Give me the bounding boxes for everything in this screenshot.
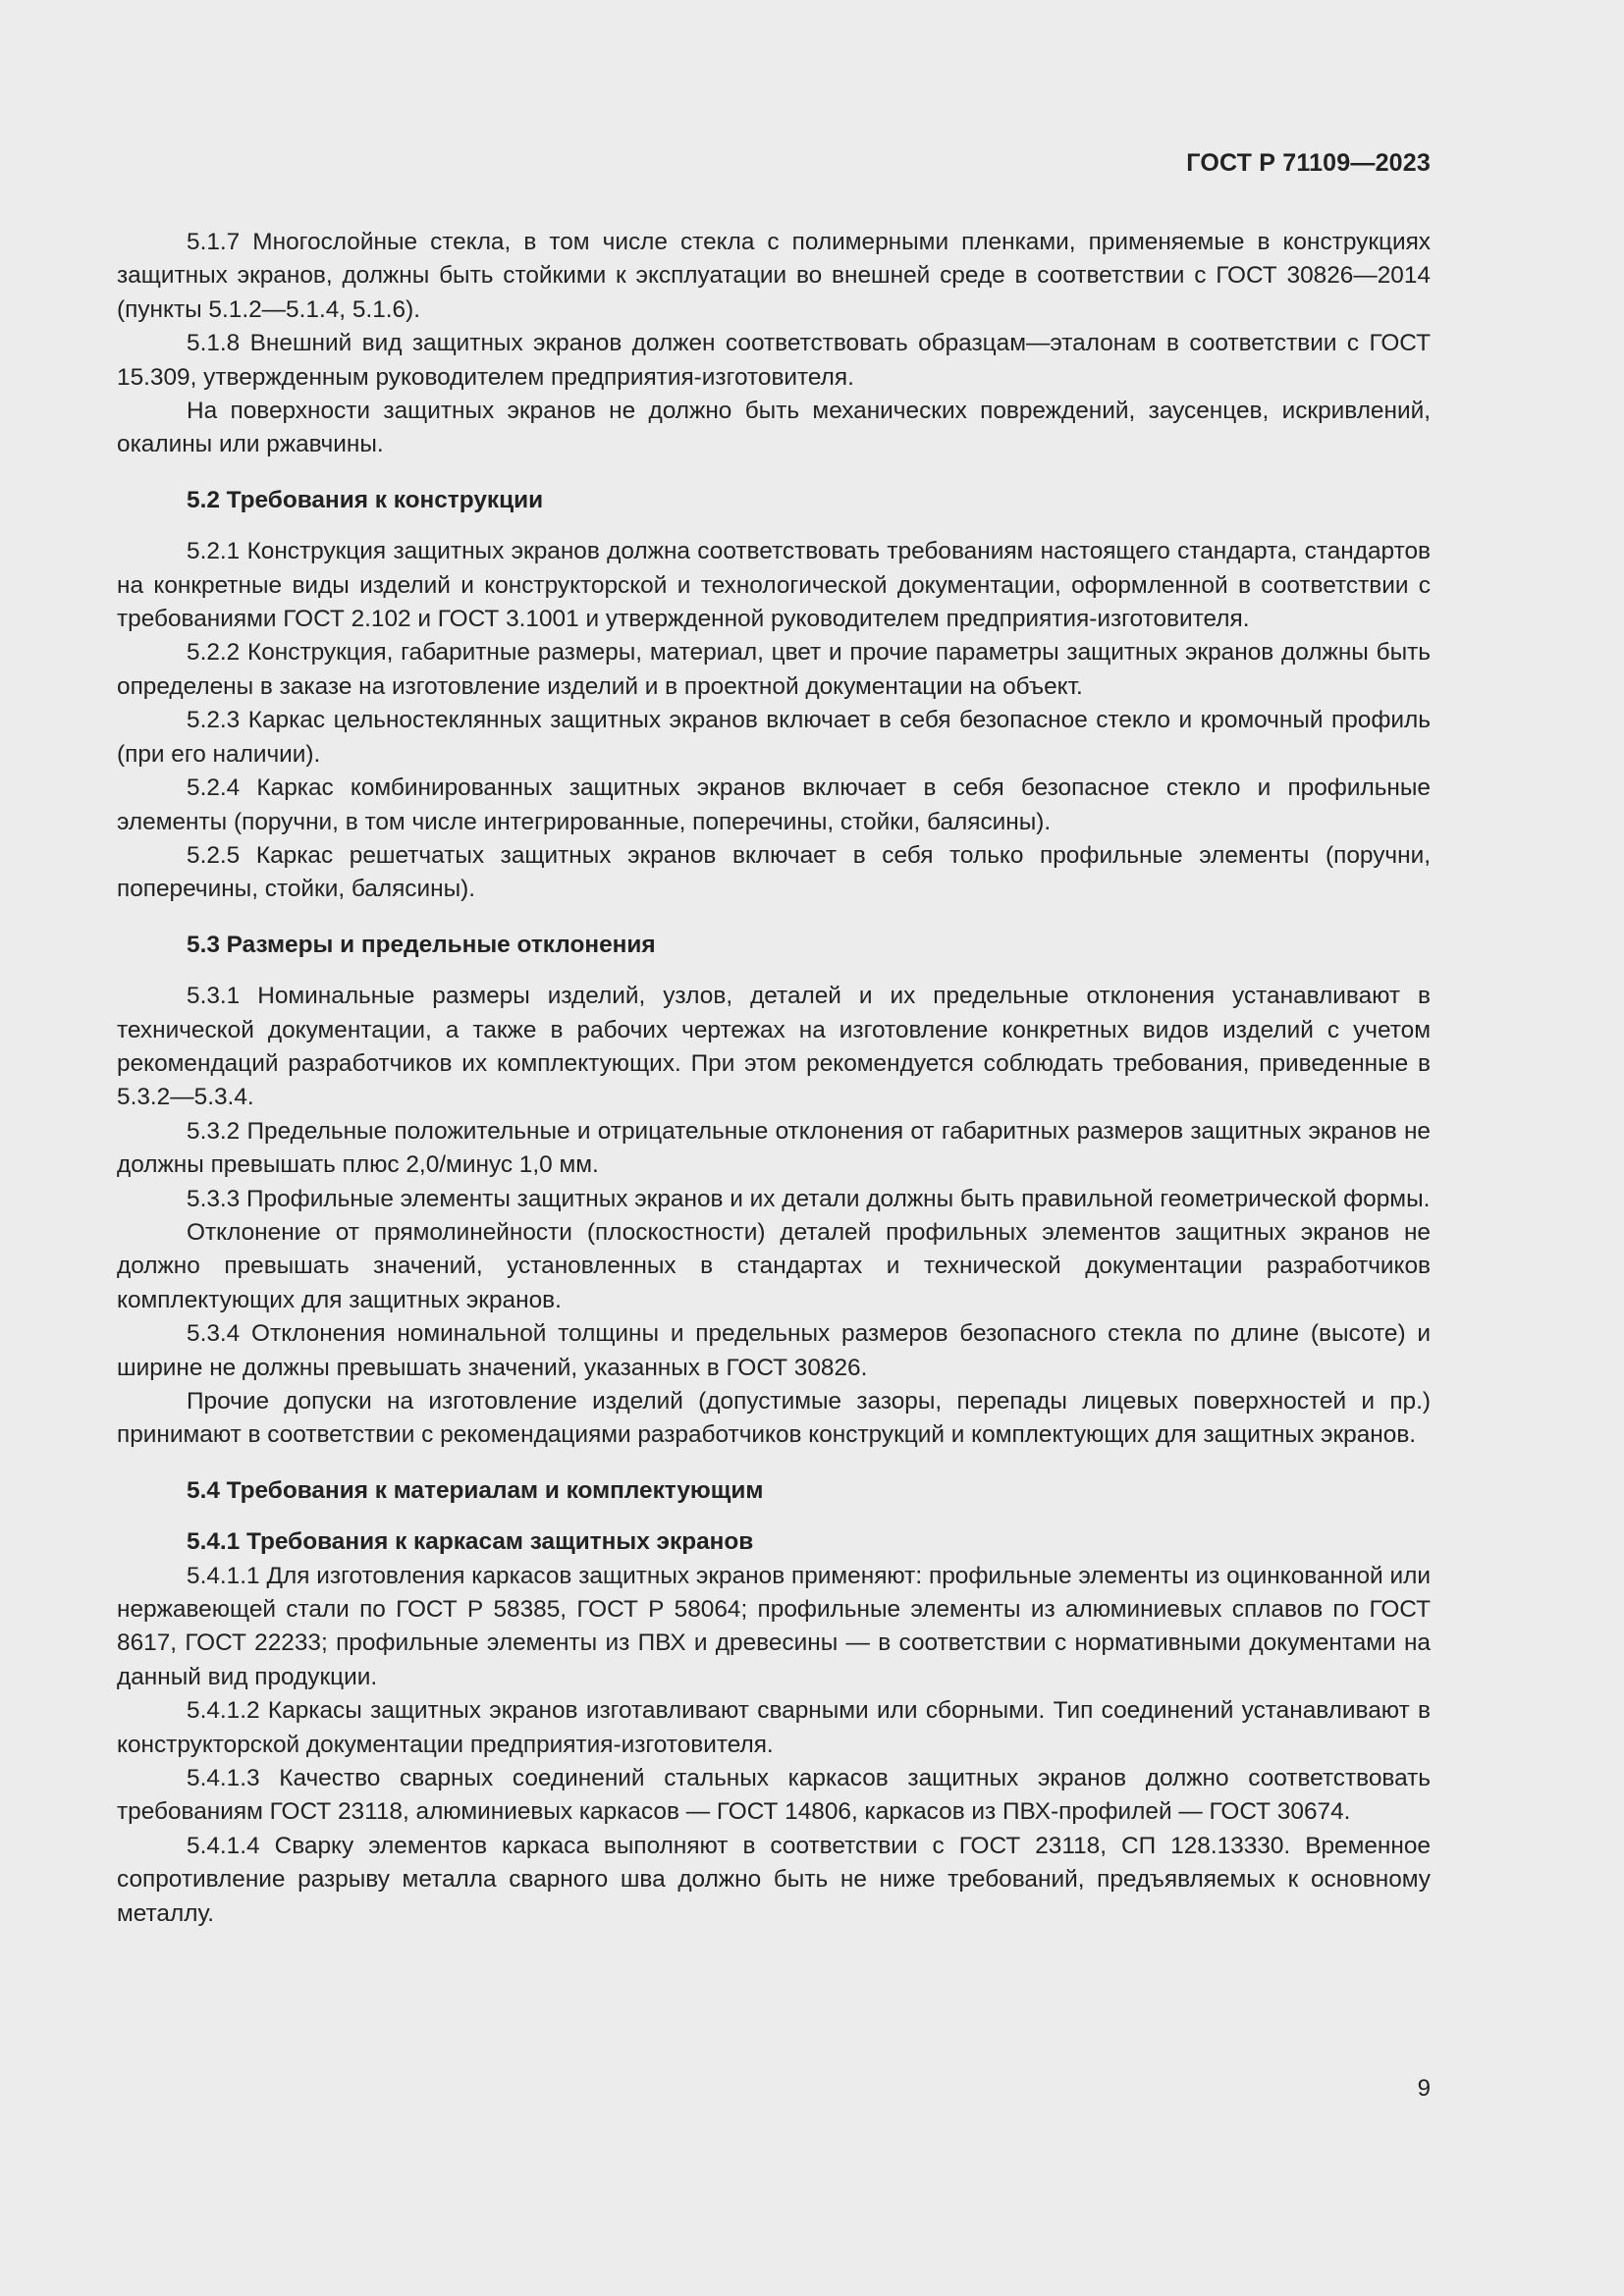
- paragraph-5-2-4: 5.2.4 Каркас комбинированных защитных экранов включает в себя безопасное стекло и профильные элементы (поручни, в том числе интегрированные, поперечины, стойки, балясины).: [117, 774, 1431, 835]
- paragraph-surface-defects: На поверхности защитных экранов не должно быть механических повреждений, заусенцев, искривлений, окалины или ржавчины.: [117, 398, 1431, 458]
- paragraph-5-4-1-4: 5.4.1.4 Сварку элементов каркаса выполняют в соответствии с ГОСТ 23118, СП 128.13330. Временное сопротивление разрыву металла сварного шва должно быть не ниже требований, предъявляемых к основному металлу.: [117, 1832, 1431, 1927]
- paragraph-5-4-1-2: 5.4.1.2 Каркасы защитных экранов изготавливают сварными или сборными. Тип соединений устанавливают в конструкторской документации предприятия-изготовителя.: [117, 1697, 1431, 1758]
- document-body: [117, 226, 1431, 1931]
- paragraph-other-tolerances: Прочие допуски на изготовление изделий (допустимые зазоры, перепады лицевых поверхностей и пр.) принимают в соответствии с рекомендациями разработчиков конструкций и комплектующих для защитных экранов.: [117, 1388, 1431, 1449]
- paragraph-5-2-5: 5.2.5 Каркас решетчатых защитных экранов включает в себя только профильные элементы (поручни, поперечины, стойки, балясины).: [117, 841, 1431, 903]
- paragraph-5-3-4: 5.3.4 Отклонения номинальной толщины и предельных размеров безопасного стекла по длине (высоте) и ширине не должны превышать значений, указанных в ГОСТ 30826.: [117, 1320, 1431, 1381]
- paragraph-5-1-7: 5.1.7 Многослойные стекла, в том числе стекла с полимерными пленками, применяемые в конструкциях защитных экранов, должны быть стойкими к эксплуатации во внешней среде в соответствии с ГОСТ 30826—2014 (пункты 5.1.2—5.1.4, 5.1.6).: [117, 229, 1431, 323]
- paragraph-5-2-3: 5.2.3 Каркас цельностеклянных защитных экранов включает в себя безопасное стекло и кромочный профиль (при его наличии).: [117, 707, 1431, 768]
- paragraph-5-3-3: 5.3.3 Профильные элементы защитных экранов и их детали должны быть правильной геометрической формы.: [187, 1185, 1431, 1212]
- paragraph-straightness-deviation: Отклонение от прямолинейности (плоскостности) деталей профильных элементов защитных экранов не должно превышать значений, установленных в стандартах и технической документации разработчиков комплектующих для защитных экранов.: [117, 1218, 1431, 1313]
- paragraph-5-4-1-1: 5.4.1.1 Для изготовления каркасов защитных экранов применяют: профильные элементы из оцинкованной или нержавеющей стали по ГОСТ Р 58385, ГОСТ Р 58064; профильные элементы из алюминиевых сплавов по ГОСТ 8617, ГОСТ 22233; профильные элементы из ПВХ и древесины — в соответствии с нормативными документами на данный вид продукции.: [117, 1562, 1431, 1690]
- paragraph-5-3-1: 5.3.1 Номинальные размеры изделий, узлов, деталей и их предельные отклонения устанавливают в технической документации, а также в рабочих чертежах на изготовление конкретных видов изделий с учетом рекомендаций разработчиков их комплектующих. При этом рекомендуется соблюдать требования, приведенные в 5.3.2—5.3.4.: [117, 983, 1431, 1111]
- document-page: [117, 0, 1431, 2296]
- section-heading-5-2: 5.2 Требования к конструкции: [187, 486, 544, 513]
- paragraph-5-2-1: 5.2.1 Конструкция защитных экранов должна соответствовать требованиям настоящего стандарта, стандартов на конкретные виды изделий и конструкторской и технологической документации, оформленной в соответствии с требованиями ГОСТ 2.102 и ГОСТ 3.1001 и утвержденной руководителем предприятия-изготовителя.: [117, 538, 1431, 633]
- paragraph-5-1-8: 5.1.8 Внешний вид защитных экранов должен соответствовать образцам—эталонам в соответствии с ГОСТ 15.309, утвержденным руководителем предприятия-изготовителя.: [117, 330, 1431, 391]
- subsection-heading-5-4-1: 5.4.1 Требования к каркасам защитных экранов: [187, 1528, 754, 1556]
- paragraph-5-2-2: 5.2.2 Конструкция, габаритные размеры, материал, цвет и прочие параметры защитных экранов должны быть определены в заказе на изготовление изделий и в проектной документации на объект.: [117, 639, 1431, 700]
- section-heading-5-4: 5.4 Требования к материалам и комплектующим: [187, 1476, 764, 1504]
- paragraph-5-4-1-3: 5.4.1.3 Качество сварных соединений стальных каркасов защитных экранов должно соответствовать требованиям ГОСТ 23118, алюминиевых каркасов — ГОСТ 14806, каркасов из ПВХ-профилей — ГОСТ 30674.: [117, 1765, 1431, 1826]
- document-code-header: ГОСТ Р 71109—2023: [1186, 149, 1431, 177]
- page-number: 9: [1417, 2075, 1431, 2102]
- section-heading-5-3: 5.3 Размеры и предельные отклонения: [187, 931, 656, 958]
- paragraph-5-3-2: 5.3.2 Предельные положительные и отрицательные отклонения от габаритных размеров защитных экранов не должны превышать плюс 2,0/минус 1,0 мм.: [117, 1117, 1431, 1179]
